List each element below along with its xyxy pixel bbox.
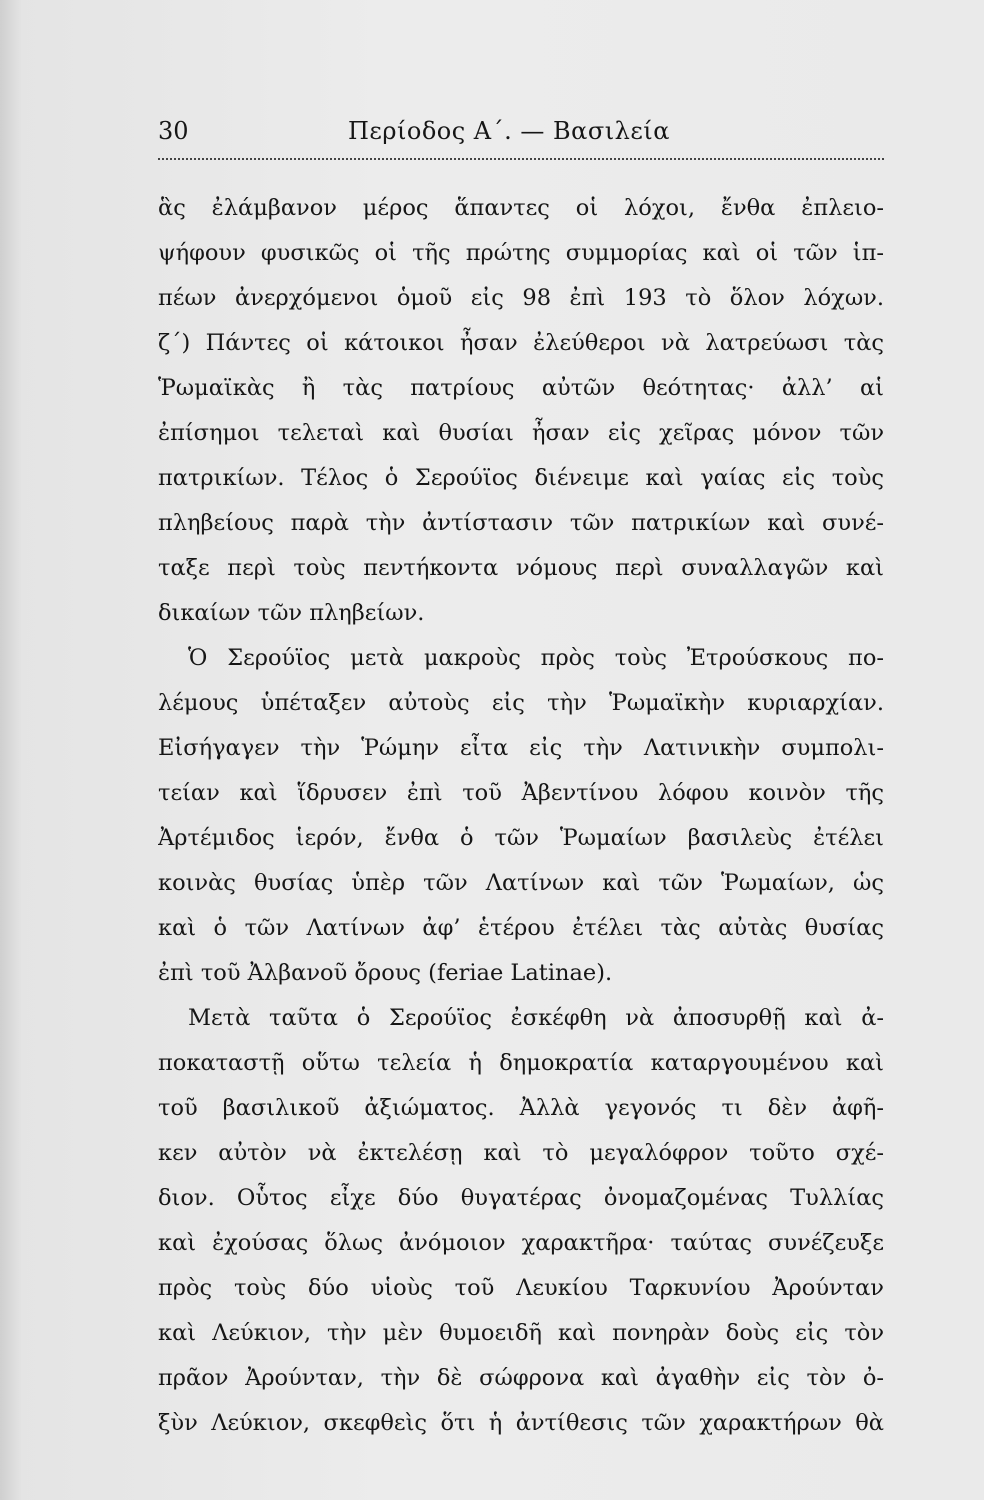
text-line: πρᾶον Ἀρούνταν, τὴν δὲ σώφρονα καὶ ἀγαθὴν εἰς τὸν ὀ-	[158, 1365, 884, 1391]
text-line: καὶ ὁ τῶν Λατίνων ἀφ’ ἑτέρου ἐτέλει τὰς αὐτὰς θυσίας	[158, 915, 884, 941]
text-line: ψήφουν φυσικῶς οἱ τῆς πρώτης συμμορίας καὶ οἱ τῶν ἱπ-	[158, 240, 884, 266]
text-line: ἐπίσημοι τελεταὶ καὶ θυσίαι ἦσαν εἰς χεῖρας μόνον τῶν	[158, 420, 884, 446]
text-line: κεν αὐτὸν νὰ ἐκτελέσῃ καὶ τὸ μεγαλόφρον τοῦτο σχέ-	[158, 1140, 884, 1166]
text-line: λέμους ὑπέταξεν αὐτοὺς εἰς τὴν Ῥωμαϊκὴν κυριαρχίαν.	[158, 690, 884, 716]
text-line: διον. Οὗτος εἶχε δύο θυγατέρας ὀνομαζομένας Τυλλίας	[158, 1185, 884, 1211]
text-line: καὶ Λεύκιον, τὴν μὲν θυμοειδῆ καὶ πονηρὰν δοὺς εἰς τὸν	[158, 1320, 884, 1346]
text-line: πατρικίων. Τέλος ὁ Σερούϊος διένειμε καὶ γαίας εἰς τοὺς	[158, 465, 884, 491]
text-line: πληβείους παρὰ τὴν ἀντίστασιν τῶν πατρικίων καὶ συνέ-	[158, 510, 884, 536]
text-line: Ῥωμαϊκὰς ἢ τὰς πατρίους αὐτῶν θεότητας· ἀλλ’ αἱ	[158, 375, 884, 401]
running-head: Περίοδος Α΄. — Βασιλεία	[348, 117, 670, 145]
page-edge-shadow	[0, 0, 22, 1500]
body-text	[158, 186, 884, 1446]
text-line: Ἀρτέμιδος ἱερόν, ἔνθα ὁ τῶν Ῥωμαίων βασιλεὺς ἐτέλει	[158, 825, 884, 851]
text-line: ζ΄) Πάντες οἱ κάτοικοι ἦσαν ἐλεύθεροι νὰ λατρεύωσι τὰς	[158, 330, 884, 356]
text-line: καὶ ἐχούσας ὅλως ἀνόμοιον χαρακτῆρα· ταύτας συνέζευξε	[158, 1230, 884, 1256]
text-line: τοῦ βασιλικοῦ ἀξιώματος. Ἀλλὰ γεγονός τι δὲν ἀφῆ-	[158, 1095, 884, 1121]
text-line: πρὸς τοὺς δύο υἱοὺς τοῦ Λευκίου Ταρκυνίου Ἀρούνταν	[158, 1275, 884, 1301]
text-line: ξὺν Λεύκιον, σκεφθεὶς ὅτι ἡ ἀντίθεσις τῶν χαρακτήρων θὰ	[158, 1410, 884, 1436]
page-number: 30	[158, 117, 189, 145]
text-line: Εἰσήγαγεν τὴν Ῥώμην εἶτα εἰς τὴν Λατινικὴν συμπολι-	[158, 735, 884, 761]
text-line: ταξε περὶ τοὺς πεντήκοντα νόμους περὶ συναλλαγῶν καὶ	[158, 555, 884, 581]
paragraph-start-line: Μετὰ ταῦτα ὁ Σερούϊος ἐσκέφθη νὰ ἀποσυρθῇ καὶ ἀ-	[188, 1005, 884, 1031]
text-line: δικαίων τῶν πληβείων.	[158, 600, 425, 626]
page-header	[158, 114, 884, 154]
header-divider	[158, 158, 884, 160]
text-line: ἐπὶ τοῦ Ἀλβανοῦ ὄρους (feriae Latinae).	[158, 960, 613, 986]
text-line: ἃς ἐλάμβανον μέρος ἅπαντες οἱ λόχοι, ἔνθα ἐπλειο-	[158, 195, 884, 221]
text-line: κοινὰς θυσίας ὑπὲρ τῶν Λατίνων καὶ τῶν Ῥωμαίων, ὡς	[158, 870, 884, 896]
text-line: τείαν καὶ ἵδρυσεν ἐπὶ τοῦ Ἀβεντίνου λόφου κοινὸν τῆς	[158, 780, 884, 806]
text-line: ποκαταστῇ οὕτω τελεία ἡ δημοκρατία καταργουμένου καὶ	[158, 1050, 884, 1076]
text-line: πέων ἀνερχόμενοι ὁμοῦ εἰς 98 ἐπὶ 193 τὸ ὅλον λόχων.	[158, 285, 884, 311]
paragraph-start-line: Ὁ Σερούϊος μετὰ μακροὺς πρὸς τοὺς Ἐτρούσκους πο-	[188, 645, 884, 671]
